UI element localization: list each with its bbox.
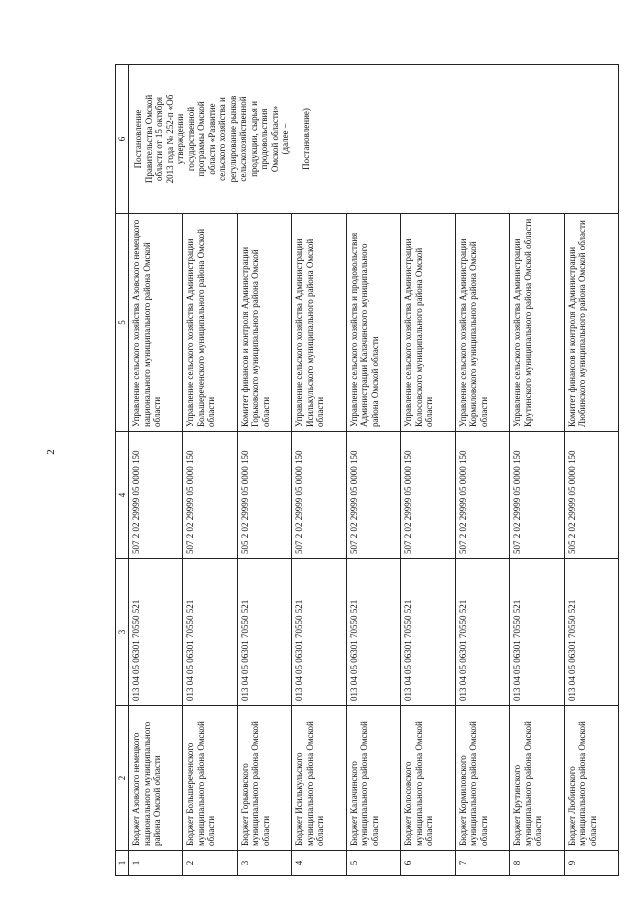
expense-code-cell: 013 04 05 06301 70550 521 bbox=[183, 559, 237, 706]
income-code-cell: 507 2 02 29999 05 0000 150 bbox=[510, 432, 564, 559]
administrator-cell: Управление сельского хозяйства Администрации Крутинского муниципального района Омской области bbox=[510, 214, 564, 432]
expense-code-cell: 013 04 05 06301 70550 521 bbox=[455, 559, 509, 706]
basis-line: государственной bbox=[185, 106, 196, 172]
basis-line: утверждении bbox=[175, 113, 185, 165]
row-number: 8 bbox=[510, 851, 564, 876]
expense-code-cell: 013 04 05 06301 70550 521 bbox=[401, 559, 455, 706]
page-number: 2 bbox=[44, 449, 57, 455]
income-code-cell: 507 2 02 29999 05 0000 150 bbox=[401, 432, 455, 559]
basis-line: сельскохозяйственной bbox=[238, 96, 248, 182]
budget-cell: Бюджет Большереченского муниципального района Омской области bbox=[183, 706, 237, 851]
basis-line: Постановление bbox=[133, 109, 143, 169]
column-header: 1 bbox=[116, 851, 129, 876]
administrator-cell: Управление сельского хозяйства Администрации Колосовского муниципального района Омской области bbox=[401, 214, 455, 432]
row-number: 5 bbox=[346, 851, 400, 876]
income-code-cell: 507 2 02 29999 05 0000 150 bbox=[455, 432, 509, 559]
row-number: 3 bbox=[237, 851, 291, 876]
administrator-cell: Управление сельского хозяйства Администрации Исилькульского муниципального района Омской области bbox=[292, 214, 346, 432]
basis-spacer bbox=[291, 69, 301, 209]
column-header: 5 bbox=[116, 214, 129, 432]
basis-line: сельского хозяйства и bbox=[217, 97, 227, 181]
row-number: 1 bbox=[129, 851, 183, 876]
budget-cell: Бюджет Азовского немецкого национального муниципального района Омской области bbox=[129, 706, 183, 851]
basis-line: Постановление) bbox=[300, 108, 311, 170]
expense-code-cell: 013 04 05 06301 70550 521 bbox=[346, 559, 400, 706]
row-number: 4 bbox=[292, 851, 346, 876]
expense-code-cell: 013 04 05 06301 70550 521 bbox=[237, 559, 291, 706]
basis-line: (далее – bbox=[280, 123, 290, 155]
income-code-cell: 507 2 02 29999 05 0000 150 bbox=[129, 432, 183, 559]
basis-line: регулирование рынков bbox=[227, 95, 238, 183]
expense-code-cell: 013 04 05 06301 70550 521 bbox=[129, 559, 183, 706]
budget-cell: Бюджет Исилькульского муниципального района Омской области bbox=[292, 706, 346, 851]
basis-line: продукции, сырья и bbox=[248, 101, 259, 177]
administrator-cell: Управление сельского хозяйства Администрации Большереченского муниципального района Омской области bbox=[183, 214, 237, 432]
administrator-cell: Комитет финансов и контроля Администрации Любинского муниципального района Омской области bbox=[564, 214, 619, 432]
basis-line: Омской области» bbox=[269, 105, 280, 173]
column-header: 2 bbox=[116, 706, 129, 851]
basis-line: области «Развитие bbox=[206, 103, 217, 175]
income-code-cell: 507 2 02 29999 05 0000 150 bbox=[183, 432, 237, 559]
budget-cell: Бюджет Колосовского муниципального района Омской области bbox=[401, 706, 455, 851]
row-number: 9 bbox=[564, 851, 619, 876]
budget-cell: Бюджет Любинского муниципального района Омской области bbox=[564, 706, 619, 851]
income-code-cell: 507 2 02 29999 05 0000 150 bbox=[292, 432, 346, 559]
column-header: 4 bbox=[116, 432, 129, 559]
budget-cell: Бюджет Калачинского муниципального района Омской области bbox=[346, 706, 400, 851]
basis-line: программы Омской bbox=[196, 101, 206, 177]
administrator-cell: Управление сельского хозяйства Азовского немецкого национального муниципального района Омской области bbox=[129, 214, 183, 432]
row-number: 2 bbox=[183, 851, 237, 876]
column-number-row bbox=[116, 65, 129, 876]
income-code-cell: 507 2 02 29999 05 0000 150 bbox=[346, 432, 400, 559]
expense-code-cell: 013 04 05 06301 70550 521 bbox=[510, 559, 564, 706]
subsidy-distribution-table bbox=[115, 64, 619, 876]
basis-line: 2013 года № 252-п «Об bbox=[164, 94, 175, 184]
administrator-cell: Управление сельского хозяйства Администрации Кормиловского муниципального района Омской области bbox=[455, 214, 509, 432]
budget-cell: Бюджет Кормиловского муниципального района Омской области bbox=[455, 706, 509, 851]
income-code-cell: 505 2 02 29999 05 0000 150 bbox=[564, 432, 619, 559]
rotated-table-wrapper bbox=[115, 65, 619, 876]
budget-cell: Бюджет Крутинского муниципального района Омской области bbox=[510, 706, 564, 851]
basis-line: Правительства Омской bbox=[143, 94, 154, 184]
row-number: 6 bbox=[401, 851, 455, 876]
table-row bbox=[129, 65, 183, 876]
column-header: 3 bbox=[116, 559, 129, 706]
basis-line: продовольствия bbox=[259, 108, 269, 170]
administrator-cell: Управление сельского хозяйства и продовольствия Администрации Калачинского муниципального района Омской области bbox=[346, 214, 400, 432]
basis-line: области от 15 октября bbox=[154, 96, 164, 182]
row-number: 7 bbox=[455, 851, 509, 876]
expense-code-cell: 013 04 05 06301 70550 521 bbox=[292, 559, 346, 706]
administrator-cell: Комитет финансов и контроля Администрации Горьковского муниципального района Омской области bbox=[237, 214, 291, 432]
expense-code-cell: 013 04 05 06301 70550 521 bbox=[564, 559, 619, 706]
column-header: 6 bbox=[116, 65, 129, 214]
legal-basis-cell bbox=[129, 65, 619, 214]
budget-cell: Бюджет Горьковского муниципального района Омской области bbox=[237, 706, 291, 851]
income-code-cell: 505 2 02 29999 05 0000 150 bbox=[237, 432, 291, 559]
